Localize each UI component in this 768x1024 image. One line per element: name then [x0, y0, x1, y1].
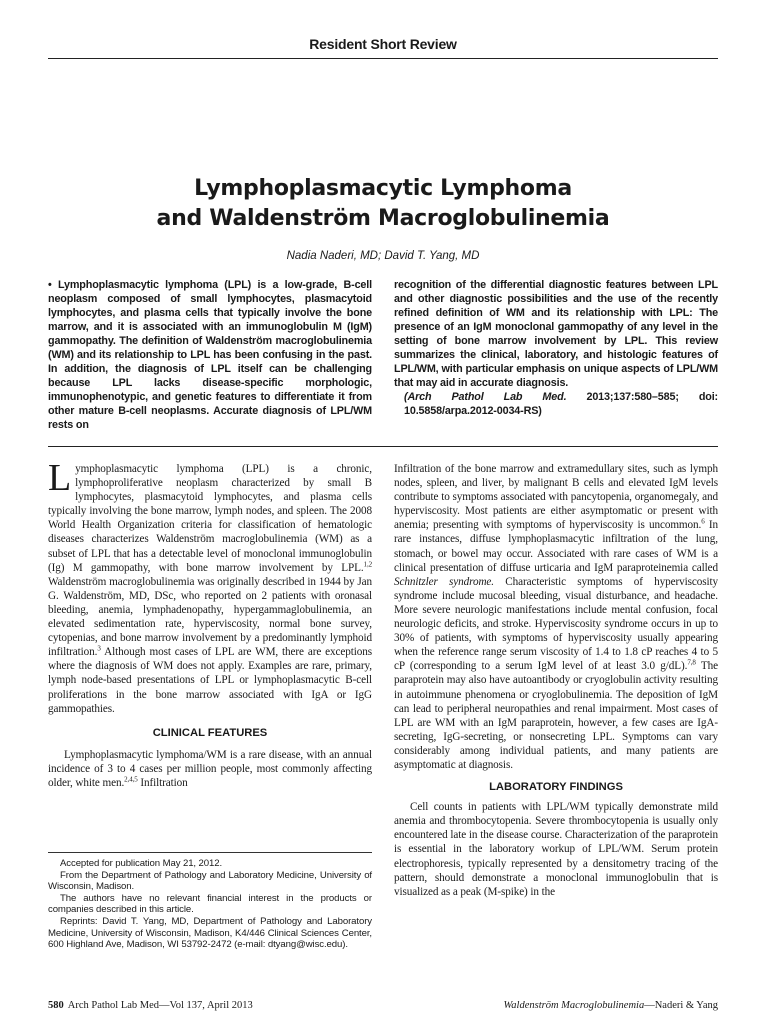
drop-cap: L — [48, 462, 72, 499]
clinical-paragraph-start — [48, 748, 372, 790]
abstract-citation — [394, 390, 718, 418]
footnote-accepted: Accepted for publication May 21, 2012. — [60, 858, 223, 869]
running-header — [48, 34, 718, 59]
journal-info: Arch Pathol Lab Med—Vol 137, April 2013 — [67, 1000, 253, 1011]
abstract-divider — [48, 446, 718, 447]
ref-superscript: 1,2 — [363, 559, 372, 568]
clinical-features-heading: CLINICAL FEATURES — [152, 726, 268, 739]
page-number: 580 — [48, 1000, 64, 1011]
footnote-affiliation: From the Department of Pathology and Laboratory Medicine, University of Wisconsin, Madison. — [48, 869, 372, 893]
intro-paragraph — [48, 462, 372, 716]
clinical-paragraph-continued — [394, 462, 718, 772]
intro-text-b: Waldenström macroglobulinemia was originally described in 1944 by Jan G. Waldenström, MD, DSc, who reported on 2 patients with oronasal bleeding, anemia, lymphadenopathy, hypergammaglobulinemia, an elevated sedimentation rate, hyperviscosity, normal bone survey, cytopenias, and bone marrow involvement by a predominantly lymphoid infiltration. — [48, 575, 372, 659]
ref-superscript: 7,8 — [687, 658, 696, 667]
citation-journal: (Arch Pathol Lab Med. — [404, 391, 567, 403]
ref-superscript: 6 — [701, 517, 705, 526]
page-footer — [48, 1000, 718, 1014]
abstract-right-text: recognition of the differential diagnostic features between LPL and other diagnostic possibilities and the use of the recently refined definition of WM and its relationship with LPL: The presence of an IgM monoclonal gammopathy of any level in the setting of bone marrow involvement by LPL. This review summarizes the clinical, laboratory, and histologic features of LPL/WM, with particular emphasis on unique aspects of LPL/WM that may aid in accurate diagnosis. — [394, 279, 718, 389]
article-title-line1: Lymphoplasmacytic Lymphoma — [194, 176, 572, 201]
lab-paragraph: Cell counts in patients with LPL/WM typically demonstrate mild anemia and thrombocytopenia. Severe thrombocytopenia is usually only encountered late in the disease course. Characterization of the paraprotein is essential in the laboratory workup of LPL/WM. Serum protein electrophoresis, typically represented by a densitometry tracing of the pattern, should demonstrate a monoclonal immunoglobulin that is visualized as a peak (M-spike) in the — [394, 801, 718, 898]
abstract-left: • Lymphoplasmacytic lymphoma (LPL) is a low-grade, B-cell neoplasm composed of small lymphocytes, plasmacytoid lymphocytes, and plasma cells that typically involve the bone marrow, and it is associated with an immunoglobulin M (IgM) gammopathy. The definition of Waldenström macroglobulinemia (WM) and its relationship to LPL has been confusing in the past. In addition, the diagnosis of LPL itself can be challenging because LPL lacks disease-specific morphologic, immunophenotypic, and genetic features to differentiate it from other mature B-cell neoplasms. Accurate diagnosis of LPL/WM rests on — [48, 279, 372, 431]
footnote-disclosure: The authors have no relevant financial interest in the products or companies described in this article. — [48, 892, 372, 916]
running-title: Waldenström Macroglobulinemia — [503, 1000, 645, 1011]
running-authors: —Naderi & Yang — [644, 1000, 718, 1011]
clinical-text-b: Infiltration of the bone marrow and extramedullary sites, such as lymph nodes, spleen, and liver, by malignant B cells and elevated IgM levels contribute to symptoms associated with pancytopenia, organomegaly, and hyperviscosity. Most patients are either asymptomatic or present with anemia; presenting with symptoms of hyperviscosity is uncommon. — [394, 463, 718, 532]
footer-left — [48, 1000, 253, 1011]
clinical-carry: Infiltration — [140, 776, 188, 789]
laboratory-findings-heading: LABORATORY FINDINGS — [489, 781, 623, 794]
clinical-text-d: Characteristic symptoms of hyperviscosity syndrome include mucosal bleeding, visual disturbance, and headache. More severe neurologic manifestations include mental confusion, focal neurologic deficits, and stroke. Hyperviscosity syndrome occurs in up to 30% of patients, with symptoms of hyperviscosity usually appearing when the reference range serum viscosity of 1.4 to 1.8 cP reaches 4 to 5 cP (corresponding to a serum IgM level of at least 3.0 g/dL). — [394, 575, 718, 673]
footnotes — [48, 858, 372, 951]
ref-superscript: 3 — [97, 644, 101, 653]
clinical-text-a: Lymphoplasmacytic lymphoma/WM is a rare disease, with an annual incidence of 3 to 4 cases per million people, most commonly affecting older, white men. — [48, 748, 372, 789]
body-column-right — [394, 462, 718, 982]
section-label: Resident Short Review — [309, 36, 457, 52]
article-title — [48, 174, 718, 234]
author-line: Nadia Naderi, MD; David T. Yang, MD — [286, 250, 480, 262]
footnote-reprints: Reprints: David T. Yang, MD, Department of Pathology and Laboratory Medicine, University of Wisconsin, Madison, K4/446 Clinical Sciences Center, 600 Highland Ave, Madison, WI 53792-2472 (e-mail: dtyang@wisc.edu). — [48, 915, 372, 951]
footer-right — [504, 1000, 718, 1011]
article-title-line2: and Waldenström Macroglobulinemia — [156, 206, 610, 231]
clinical-text-e: The paraprotein may also have autoantibody or cryoglobulin activity resulting in autoimmune phenomena or cryoglobulinemia. The deposition of IgM can lead to peripheral neuropathies and renal impairment. Most cases of LPL are WM with an IgM paraprotein, however, a few cases are IgA-secreting, IgG-secreting, or nonsecreting LPL. Symptoms can vary considerably among individual patients, and many patients are asymptomatic at diagnosis. — [394, 660, 718, 771]
footnote-divider — [48, 852, 372, 853]
intro-text-c: Although most cases of LPL are WM, there are exceptions where the diagnosis of WM does not apply. Examples are rare, primary, lymph node-based presentations of LPL or lymphoplasmacytic B-cell proliferations in the bone marrow associated with IgA or IgG gammopathies. — [48, 646, 372, 715]
schnitzler-term: Schnitzler syndrome. — [394, 575, 494, 588]
body-column-left — [48, 462, 372, 830]
clinical-text-c: In rare instances, diffuse lymphoplasmacytic infiltration of the lung, stomach, or bowel may occur. Associated with rare cases of WM is a clinical presentation of diffuse urticaria and IgM paraproteinemia called — [394, 519, 718, 574]
ref-superscript: 2,4,5 — [124, 775, 138, 784]
citation-details: 2013;137:580–585; doi: 10.5858/arpa.2012-0034-RS) — [404, 391, 719, 417]
intro-text-a: ymphoplasmacytic lymphoma (LPL) is a chronic, lymphoproliferative neoplasm characterized by small B lymphocytes, plasmacytoid lymphocytes, and plasma cells typically involving the bone marrow, lymph nodes, and spleen. The 2008 World Health Organization criteria for classification of hematologic diseases characterizes Waldenström macroglobulinemia (WM) as a subset of LPL that has a detectable level of monoclonal immunoglobulin (Ig) M gammopathy, with bone marrow involvement by LPL. — [48, 463, 372, 574]
abstract-right — [394, 278, 718, 418]
